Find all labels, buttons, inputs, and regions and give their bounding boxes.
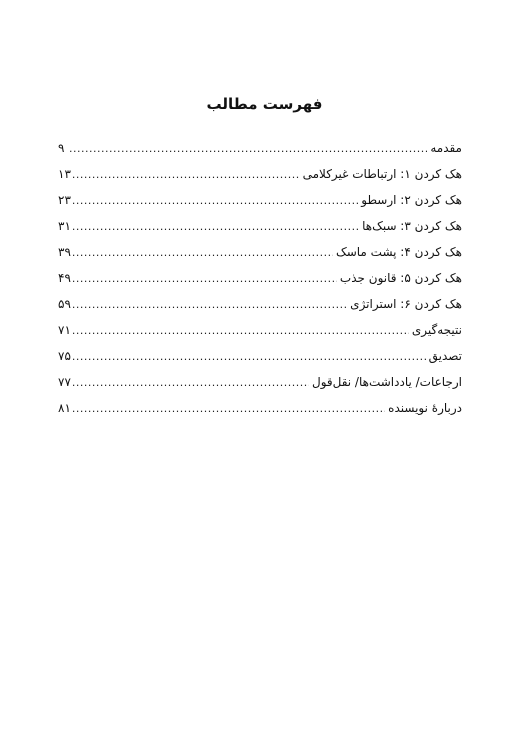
toc-entry-page: ۱۳ [58,167,71,181]
toc-entry-acknowledgements[interactable] [58,349,462,375]
toc-entry-page: ۲۳ [58,193,71,207]
toc-entry-label: هک کردن ۴: پشت ماسک [335,245,462,259]
toc-entry-label: ارجاعات/ یادداشت‌ها/ نقل‌قول [311,375,462,389]
toc-entry-page: ۹ [58,141,65,155]
toc-leader-dots [69,142,427,156]
toc-entry-page: ۷۱ [58,323,71,337]
toc-title: فهرست مطالب [206,95,323,113]
toc-entry-hack-5[interactable] [58,271,462,297]
toc-entry-hack-2[interactable] [58,193,462,219]
toc-entry-label: نتیجه‌گیری [411,323,462,337]
toc-leader-dots [72,194,358,208]
toc-entry-hack-1[interactable] [58,167,462,193]
toc-entry-page: ۳۱ [58,219,71,233]
toc-entry-hack-6[interactable] [58,297,462,323]
toc-entry-label: هک کردن ۱: ارتباطات غیرکلامی [302,167,462,181]
toc-entry-page: ۵۹ [58,297,71,311]
toc-leader-dots [72,376,309,390]
toc-entry-label: هک کردن ۶: استراتژی [350,297,462,311]
toc-list [58,141,462,427]
toc-entry-about-author[interactable] [58,401,462,427]
toc-entry-page: ۳۹ [58,245,71,259]
toc-entry-page: ۸۱ [58,401,71,415]
toc-entry-label: هک کردن ۵: قانون جذب [339,271,462,285]
toc-leader-dots [72,402,385,416]
toc-leader-dots [72,168,300,182]
toc-entry-hack-3[interactable] [58,219,462,245]
toc-entry-label: هک کردن ۲: ارسطو [361,193,462,207]
toc-leader-dots [72,298,347,312]
toc-leader-dots [72,220,359,234]
toc-entry-page: ۷۷ [58,375,71,389]
toc-entry-label: تصدیق [428,349,462,363]
toc-leader-dots [72,350,426,364]
toc-entry-page: ۴۹ [58,271,71,285]
toc-leader-dots [72,324,409,338]
toc-entry-references[interactable] [58,375,462,401]
toc-entry-page: ۷۵ [58,349,71,363]
toc-entry-introduction[interactable] [58,141,462,167]
toc-entry-conclusion[interactable] [58,323,462,349]
toc-entry-label: مقدمه [430,141,462,155]
toc-entry-hack-4[interactable] [58,245,462,271]
toc-leader-dots [72,246,333,260]
toc-leader-dots [72,272,337,286]
toc-entry-label: هک کردن ۳: سبک‌ها [362,219,462,233]
toc-entry-label: دربارهٔ نویسنده [388,401,462,415]
